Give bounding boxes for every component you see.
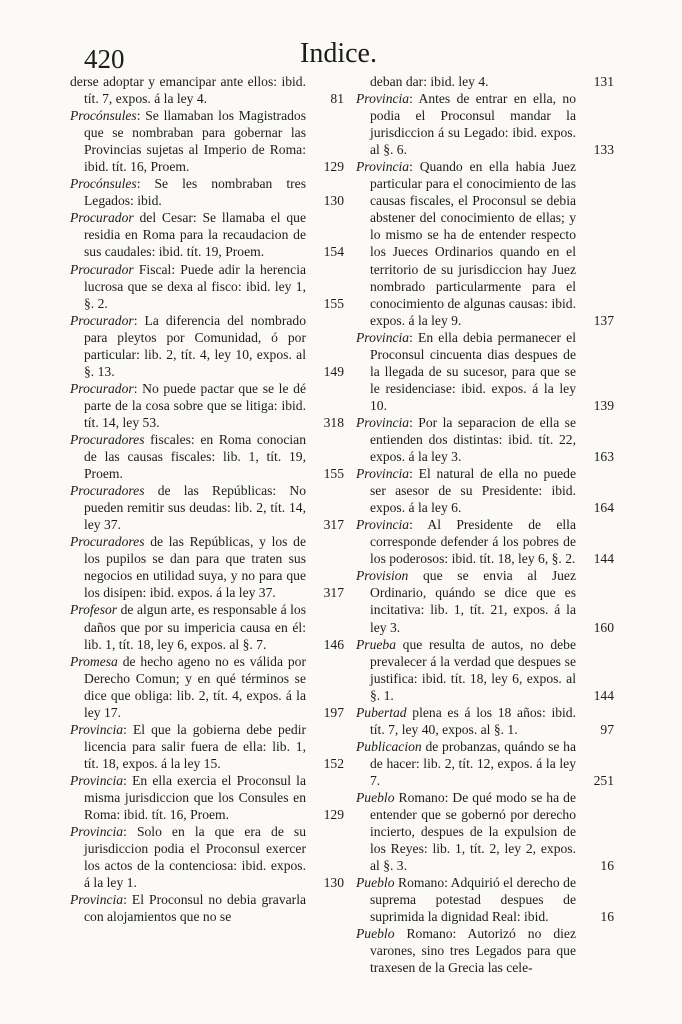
page-reference: 137 <box>593 312 614 328</box>
entry-heading: Provincia <box>70 824 124 840</box>
entry-text: de las Repúblicas, y los de los pupilos se dan para que traten sus negocios en utilidad suya, y no para que los disipen: ibid. expos. á la ley 37. <box>84 534 306 601</box>
entry-text: Fiscal: Puede adir la herencia lucrosa que se dexa al fisco: ibid. ley 1, §. 2. <box>84 261 306 311</box>
entry-text: derse adoptar y emancipar ante ellos: ibid. tít. 7, expos. á la ley 4. <box>70 74 306 107</box>
entry-heading: Pubertad <box>356 704 407 720</box>
page-reference: 163 <box>593 449 614 465</box>
entry-heading: Procónsules <box>70 108 137 124</box>
entry-text: que resulta de autos, no debe prevalecer á la verdad que despues se justifica: ibid. tít. 18, ley 6, expos. al §. 1. <box>370 636 576 703</box>
entry-text: : Quando en ella habia Juez particular para el conocimiento de las causas fiscales, el Proconsul se debia abstener del conocimiento de ellas; y lo mismo se ha de entender respecto los Jueces Ordinarios quando en el territorio de su jurisdiccion hay Juez nombrado particularmente para el conocimiento de algunas causas: ibid. expos. á la ley 9. <box>370 159 576 328</box>
index-entry <box>356 465 614 516</box>
index-entry <box>356 874 614 925</box>
entry-text: : Al Presidente de ella corresponde defender á los pobres de los poderosos: ibid. tít. 18, ley 6, §. 2. <box>370 517 576 567</box>
page-reference: 81 <box>330 91 344 107</box>
entry-heading: Provincia <box>356 414 410 430</box>
index-entry <box>70 312 344 380</box>
index-entry <box>356 567 614 635</box>
page-reference: 160 <box>593 619 614 635</box>
entry-text: Romano: Autorizó no diez varones, sino tres Legados para que traxesen de la Grecia las cele- <box>370 926 576 976</box>
entry-heading: Provincia <box>356 517 410 533</box>
entry-text: fiscales: en Roma conocian de las causas fiscales: lib. 1, tít. 19, Proem. <box>84 431 306 482</box>
entry-heading: Provincia <box>356 91 410 107</box>
entry-text: del Cesar: Se llamaba el que residia en Roma para la recaudacion de sus caudales: ibid. tít. 19, Proem. <box>84 210 306 260</box>
entry-text: de hecho ageno no es válida por Derecho Comun; y en qué términos se dice que obliga: lib. 2, tít. 4, expos. á la ley 17. <box>84 653 306 720</box>
entry-heading: Pueblo <box>356 926 395 942</box>
entry-heading: Profesor <box>70 602 118 618</box>
entry-heading: Procurador <box>70 261 134 277</box>
page-reference: 129 <box>323 807 344 823</box>
entry-heading: Pueblo <box>356 875 395 891</box>
page-reference: 139 <box>593 397 614 413</box>
index-entry <box>70 431 344 482</box>
page-reference: 317 <box>323 517 344 533</box>
entry-heading: Provincia <box>356 329 410 345</box>
index-entry <box>70 73 344 107</box>
page-reference: 155 <box>323 466 344 482</box>
index-entry <box>70 653 344 721</box>
entry-heading: Publicacion <box>356 738 422 754</box>
index-entry <box>356 73 614 90</box>
entry-heading: Procuradores <box>70 431 145 447</box>
index-entry <box>70 482 344 533</box>
entry-heading: Pueblo <box>356 789 395 805</box>
entry-text: de probanzas, quándo se ha de hacer: lib. 2, tít. 12, expos. á la ley 7. <box>370 738 576 788</box>
index-entry <box>356 516 614 567</box>
page-reference: 133 <box>593 142 614 158</box>
index-entry <box>70 209 344 260</box>
index-entry <box>356 90 614 158</box>
entry-text: plena es á los 18 años: ibid. tít. 7, ley 40, expos. al §. 1. <box>370 704 576 737</box>
index-column-right <box>356 73 614 976</box>
entry-heading: Provincia <box>70 721 124 737</box>
page-reference: 144 <box>593 687 614 703</box>
running-head: Indice. <box>300 38 377 69</box>
page-reference: 16 <box>600 909 614 925</box>
entry-heading: Provincia <box>70 772 124 788</box>
page-reference: 152 <box>323 755 344 771</box>
page-reference: 130 <box>323 875 344 891</box>
entry-text: : El Proconsul no debia gravarla con alojamientos que no se <box>84 892 306 925</box>
page-number: 420 <box>84 44 125 74</box>
page-reference: 97 <box>600 721 614 737</box>
entry-text: : El que la gobierna debe pedir licencia para salir fuera de ella: lib. 1, tít. 18, expos. á la ley 15. <box>84 721 306 771</box>
index-entry <box>356 704 614 738</box>
page-reference: 154 <box>323 244 344 260</box>
entry-text: que se envia al Juez Ordinario, quándo se dice que es incitativa: lib. 1, tít. 21, expos. á la ley 3. <box>370 568 576 635</box>
entry-text: : Solo en la que era de su jurisdiccion podia el Proconsul exercer los actos de la contenciosa: ibid. expos. á la ley 1. <box>84 824 306 891</box>
entry-text: Romano: De qué modo se ha de entender que se gobernó por derecho incierto, despues de la expulsion de los Reyes: lib. 1, tít. 2, ley 2, expos. al §. 3. <box>370 789 576 874</box>
page-reference: 318 <box>323 414 344 430</box>
page-reference: 251 <box>593 772 614 788</box>
index-entry <box>70 107 344 175</box>
entry-heading: Prueba <box>356 636 397 652</box>
index-entry <box>70 533 344 601</box>
page-reference: 317 <box>323 585 344 601</box>
index-entry <box>356 789 614 874</box>
index-entry <box>70 891 344 925</box>
entry-heading: Procuradores <box>70 534 145 550</box>
index-entry <box>70 380 344 431</box>
index-column-left <box>70 73 344 925</box>
entry-heading: Procurador <box>70 380 134 396</box>
page-reference: 130 <box>323 193 344 209</box>
page-reference: 197 <box>323 704 344 720</box>
index-entry <box>70 823 344 891</box>
index-entry <box>70 261 344 312</box>
entry-text: : La diferencia del nombrado para pleytos por Comunidad, ó por particular: lib. 2, tít. 4, ley 10, expos. al §. 13. <box>84 312 306 379</box>
entry-heading: Provincia <box>70 892 124 908</box>
index-entry <box>70 772 344 823</box>
index-entry <box>356 925 614 976</box>
page-reference: 129 <box>323 159 344 175</box>
page-reference: 144 <box>593 551 614 567</box>
entry-text: de las Repúblicas: No pueden remitir sus deudas: lib. 2, tít. 14, ley 37. <box>84 483 306 533</box>
entry-heading: Procuradores <box>70 483 145 499</box>
entry-text: Romano: Adquirió el derecho de suprema potestad despues de suprimida la dignidad Real: ibid. <box>370 875 576 925</box>
entry-heading: Provincia <box>356 466 410 482</box>
entry-text: : En ella exercia el Proconsul la misma jurisdiccion que los Consules en Roma: ibid. tít. 16, Proem. <box>84 772 306 823</box>
page-reference: 149 <box>323 363 344 379</box>
entry-text: : Se llamaban los Magistrados que se nombraban para gobernar las Provincias sujetas al Imperio de Roma: ibid. tít. 16, Proem. <box>84 108 306 175</box>
page-reference: 155 <box>323 295 344 311</box>
index-entry <box>356 414 614 465</box>
entry-heading: Provincia <box>356 159 410 175</box>
entry-text: : No puede pactar que se le dé parte de la cosa sobre que se litiga: ibid. tít. 14, ley 53. <box>84 380 306 430</box>
entry-text: de algun arte, es responsable á los daños que por su impericia causa en él: lib. 1, tít. 18, ley 6, expos. al §. 7. <box>84 602 306 652</box>
entry-heading: Procónsules <box>70 176 137 192</box>
page-reference: 146 <box>323 636 344 652</box>
page-reference: 16 <box>600 858 614 874</box>
entry-heading: Procurador <box>70 210 134 226</box>
entry-heading: Promesa <box>70 653 118 669</box>
entry-text: : Antes de entrar en ella, no podia el Proconsul mandar la jurisdiccion á su Legado: ibid. expos. al §. 6. <box>370 91 576 158</box>
entry-text: : Por la separacion de ella se entienden dos distintas: ibid. tít. 22, expos. á la ley 3. <box>370 414 576 465</box>
index-entry <box>356 636 614 704</box>
entry-heading: Procurador <box>70 312 134 328</box>
index-entry <box>70 175 344 209</box>
page-reference: 131 <box>593 74 614 89</box>
entry-text: deban dar: ibid. ley 4. <box>370 74 489 89</box>
index-entry <box>70 601 344 652</box>
entry-text: : Se les nombraban tres Legados: ibid. <box>84 176 306 209</box>
entry-text: : El natural de ella no puede ser asesor de su Presidente: ibid. expos. á la ley 6. <box>370 466 576 516</box>
page-reference: 164 <box>593 500 614 516</box>
index-entry <box>70 721 344 772</box>
entry-text: : En ella debia permanecer el Proconsul cincuenta dias despues de la llegada de su sucesor, para que se le residenciase: ibid. expos. á la ley 10. <box>370 329 576 413</box>
index-entry <box>356 329 614 414</box>
index-entry <box>356 158 614 328</box>
index-entry <box>356 738 614 789</box>
entry-heading: Provision <box>356 568 409 584</box>
